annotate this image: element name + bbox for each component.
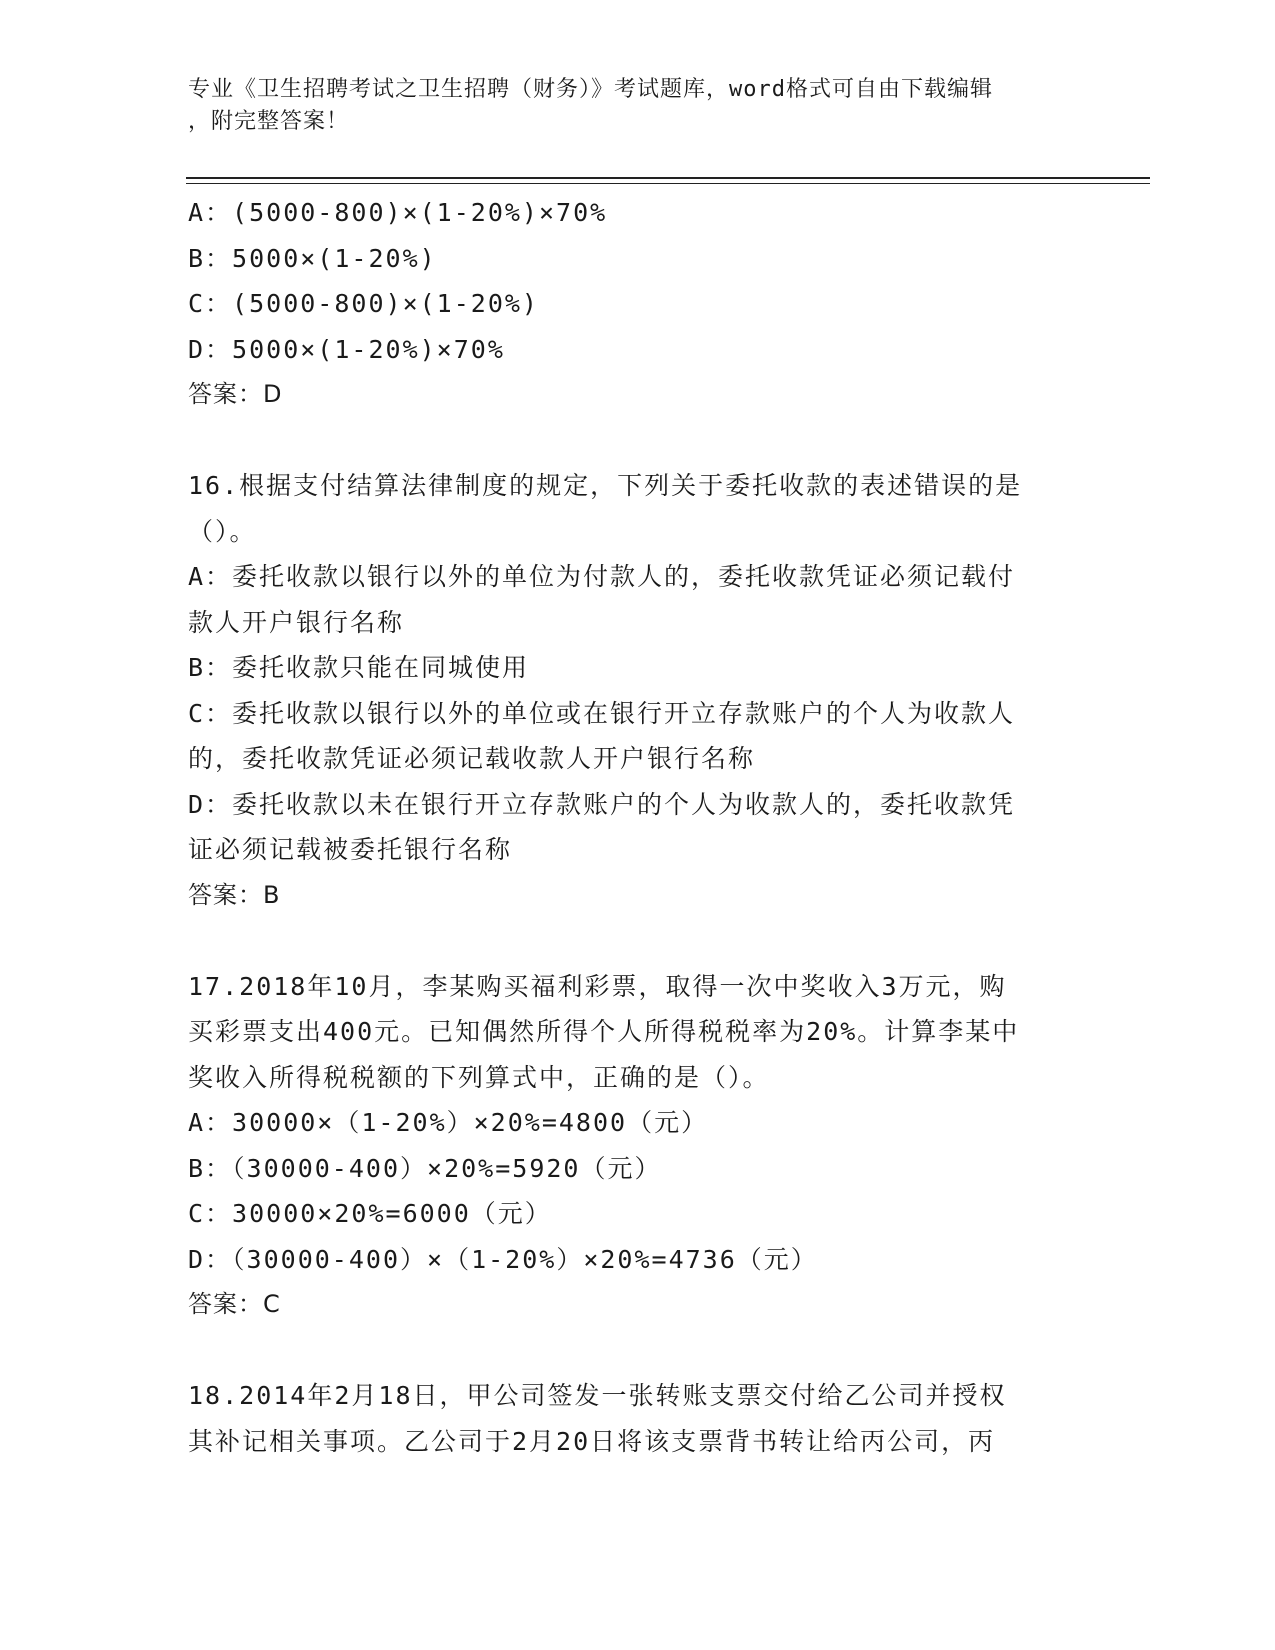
header-line-2: ，附完整答案！	[188, 109, 350, 134]
question-18	[188, 1373, 1088, 1464]
answer: 答案：B	[188, 880, 281, 909]
header-divider	[186, 177, 1150, 179]
option-a: A：委托收款以银行以外的单位为付款人的，委托收款凭证必须记载付	[188, 562, 1016, 591]
option-d: D：5000×(1-20%)×70%	[188, 334, 505, 364]
question-stem: 18.2014年2月18日，甲公司签发一张转账支票交付给乙公司并授权	[188, 1381, 1007, 1410]
question-16	[188, 463, 1088, 918]
question-15	[188, 190, 1088, 418]
option-d-continued: 证必须记载被委托银行名称	[188, 835, 513, 864]
spacer	[188, 418, 1088, 464]
option-c: C：(5000-800)×(1-20%)	[188, 289, 539, 318]
question-stem: 奖收入所得税税额的下列算式中，正确的是（）。	[188, 1062, 770, 1092]
option-a-continued: 款人开户银行名称	[188, 607, 405, 637]
answer: 答案：D	[188, 380, 283, 408]
option-b: B：（30000-400）×20%=5920（元）	[188, 1153, 662, 1183]
spacer	[188, 1328, 1088, 1374]
question-stem: 买彩票支出400元。已知偶然所得个人所得税税率为20%。计算李某中	[188, 1017, 1020, 1046]
answer: 答案：C	[188, 1290, 281, 1318]
question-stem: 17.2018年10月，李某购买福利彩票，取得一次中奖收入3万元，购	[188, 971, 1007, 1001]
question-stem: 其补记相关事项。乙公司于2月20日将该支票背书转让给丙公司，丙	[188, 1426, 996, 1456]
option-d: D：委托收款以未在银行开立存款账户的个人为收款人的，委托收款凭	[188, 789, 1016, 819]
option-c: C：30000×20%=6000（元）	[188, 1199, 552, 1228]
option-d: D：（30000-400）×（1-20%）×20%=4736（元）	[188, 1244, 818, 1274]
document-header	[188, 74, 1068, 138]
question-stem: （）。	[188, 516, 257, 546]
question-17	[188, 964, 1088, 1328]
option-c: C：委托收款以银行以外的单位或在银行开立存款账户的个人为收款人	[188, 698, 1016, 728]
question-list	[188, 190, 1088, 1464]
header-divider-thin	[186, 183, 1150, 184]
option-c-continued: 的，委托收款凭证必须记载收款人开户银行名称	[188, 744, 756, 773]
option-a: A：30000×（1-20%）×20%=4800（元）	[188, 1108, 709, 1137]
option-b: B：委托收款只能在同城使用	[188, 653, 530, 682]
header-line-1: 专业《卫生招聘考试之卫生招聘（财务）》考试题库，word格式可自由下载编辑	[188, 77, 993, 102]
option-a: A：(5000-800)×(1-20%)×70%	[188, 198, 608, 227]
spacer	[188, 918, 1088, 964]
option-b: B：5000×(1-20%)	[188, 243, 437, 273]
question-stem: 16.根据支付结算法律制度的规定，下列关于委托收款的表述错误的是	[188, 471, 1023, 500]
